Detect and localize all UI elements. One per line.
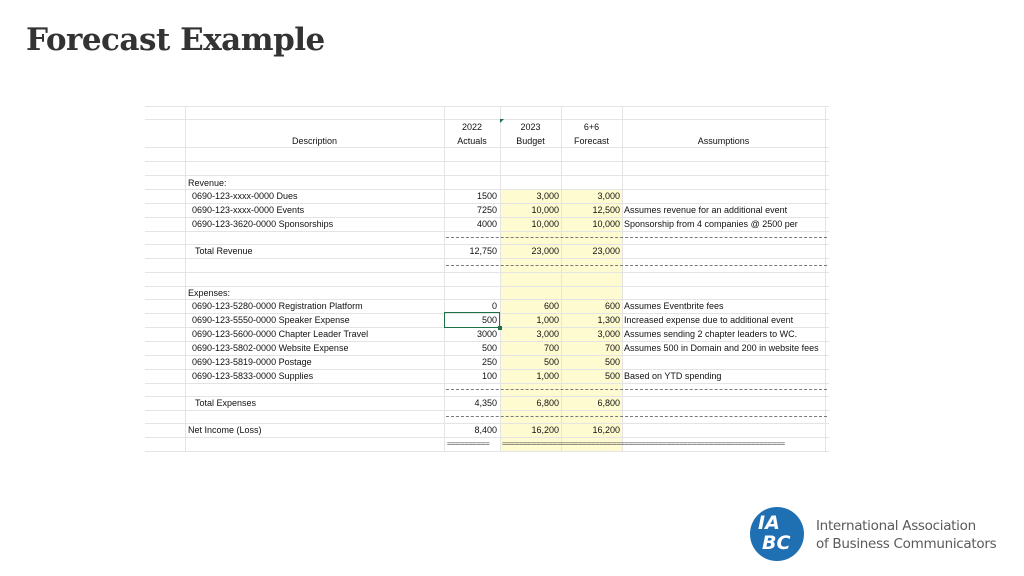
header-assumptions: Assumptions [697,136,750,146]
row-forecast: 12,500 [592,205,620,215]
row-actual: 100 [481,371,497,381]
header-description: Description [291,136,338,146]
row-budget: 23,000 [531,246,559,256]
row-actual: 1500 [476,191,497,201]
row-forecast: 1,300 [597,315,620,325]
row-forecast: 6,800 [597,398,620,408]
row-description: Total Revenue [195,246,253,256]
row-forecast: 3,000 [597,329,620,339]
row-assumption: Based on YTD spending [624,371,722,381]
logo-line-1: International Association [816,518,976,534]
row-description: 0690-123-5600-0000 Chapter Leader Travel [192,329,369,339]
grid-col-a [185,106,186,452]
row-forecast: 700 [604,343,620,353]
header-budget-year: 2023 [520,122,541,132]
row-forecast: 500 [604,357,620,367]
subtotal-rule [446,389,827,391]
subtotal-rule [446,265,827,267]
header-budget: Budget [516,136,545,146]
row-actual: 500 [481,315,497,325]
header-actuals: Actuals [457,136,487,146]
row-description: 0690-123-3620-0000 Sponsorships [192,219,334,229]
row-forecast: 10,000 [592,219,620,229]
row-actual: 250 [481,357,497,367]
row-budget: 10,000 [531,205,559,215]
row-budget: 16,200 [531,425,559,435]
grid-row-line [145,258,829,259]
grid-row-line [145,231,829,232]
grid-row-line [145,383,829,384]
row-budget: 3,000 [536,329,559,339]
logo-line-2: of Business Communicators [816,536,997,552]
row-assumption: Increased expense due to additional event [624,315,794,325]
row-forecast: 16,200 [592,425,620,435]
row-description: 0690-123-5550-0000 Speaker Expense [192,315,350,325]
row-description: Net Income (Loss) [188,425,262,435]
row-forecast: 23,000 [592,246,620,256]
subtotal-rule [446,237,827,239]
subtotal-rule [446,416,827,418]
logo-mark-bottom: BC [762,532,791,554]
row-actual: 7250 [476,205,497,215]
row-actual: 8,400 [474,425,497,435]
row-budget: 1,000 [536,371,559,381]
iabc-logo [750,507,1005,563]
row-budget: 700 [543,343,559,353]
double-rule-actuals: ========== [447,440,490,448]
grid-row-line [145,106,829,107]
row-assumption: Assumes revenue for an additional event [624,205,788,215]
row-budget: 1,000 [536,315,559,325]
grid-row-line [145,272,829,273]
row-actual: 3000 [476,329,497,339]
row-assumption: Assumes Eventbrite fees [624,301,724,311]
row-assumption: Assumes 500 in Domain and 200 in website fees [624,343,819,353]
grid-row-line [145,410,829,411]
row-actual: 4000 [476,219,497,229]
header-actuals-year: 2022 [461,122,483,132]
row-actual: 4,350 [474,398,497,408]
grid-row-line [145,286,829,287]
row-budget: 600 [543,301,559,311]
row-description: 0690-123-xxxx-0000 Dues [192,191,298,201]
row-description: 0690-123-5833-0000 Supplies [192,371,314,381]
row-description: 0690-123-xxxx-0000 Events [192,205,305,215]
row-description: 0690-123-5819-0000 Postage [192,357,312,367]
grid-col-f [825,106,826,452]
row-forecast: 600 [604,301,620,311]
double-rule-rest: =================================================================== [502,440,785,448]
grid-row-line [145,175,829,176]
row-actual: 500 [481,343,497,353]
row-budget: 6,800 [536,398,559,408]
row-description: 0690-123-5280-0000 Registration Platform [192,301,363,311]
logo-mark-top: IA [758,512,780,534]
row-assumption: Assumes sending 2 chapter leaders to WC. [624,329,798,339]
header-forecast: Forecast [573,136,609,146]
expenses-label: Expenses: [188,288,231,298]
grid-col-e [622,106,623,452]
grid-row-line [145,437,829,438]
iabc-logo-mark [750,507,804,561]
row-forecast: 3,000 [597,191,620,201]
row-description: Total Expenses [195,398,257,408]
row-budget: 500 [543,357,559,367]
row-budget: 3,000 [536,191,559,201]
forecast-spreadsheet [145,106,829,452]
row-actual: 12,750 [469,246,497,256]
logo-text [816,517,996,553]
page-title: Forecast Example [26,22,325,58]
grid-row-line [145,451,829,452]
row-description: 0690-123-5802-0000 Website Expense [192,343,349,353]
row-budget: 10,000 [531,219,559,229]
row-forecast: 500 [604,371,620,381]
grid-row-line [145,161,829,162]
row-actual: 0 [491,301,497,311]
revenue-label: Revenue: [188,178,227,188]
row-assumption: Sponsorship from 4 companies @ 2500 per [624,219,798,229]
header-forecast-year: 6+6 [583,122,600,132]
